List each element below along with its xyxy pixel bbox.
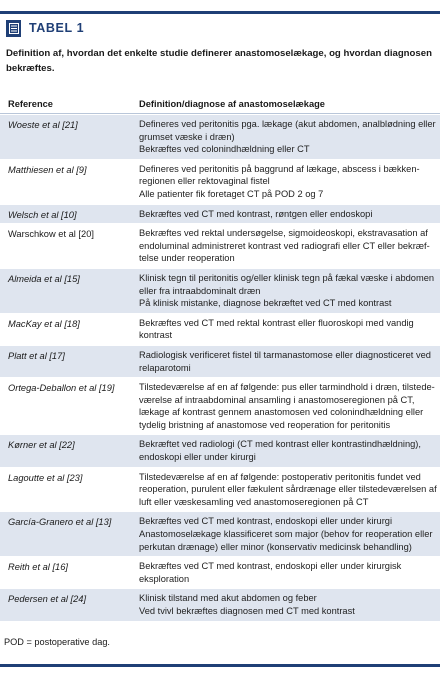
definition-line: grumset væske i dræn) <box>139 131 235 142</box>
table-column-headers <box>0 95 440 114</box>
definition-line: På klinisk mistanke, diagnose bekræftet ved CT med kontrast <box>139 298 392 309</box>
table-row <box>0 268 440 313</box>
reference-cell: MacKay et al [18] <box>8 318 80 329</box>
definition-line: Radiologisk verificeret fistel til tarmanastomose eller diagnosticeret ved <box>139 349 431 360</box>
definition-cell <box>131 346 431 377</box>
definition-line: endoluminal administreret kontrast ved radiografi eller CT eller bekræf- <box>139 240 430 251</box>
table-row <box>0 556 440 588</box>
table-row <box>0 467 440 512</box>
definition-line: Bekræftes ved CT med kontrast, endoskopi eller under kirurgi <box>139 516 393 527</box>
definition-line: værelse af intraabdominal ansamling i anastomoseregionen på CT, <box>139 394 415 405</box>
definition-line: regionen eller rektovaginal fistel <box>139 176 270 187</box>
definition-line: Alle patienter fik foretaget CT på POD 2 og 7 <box>139 188 324 199</box>
definition-cell <box>131 314 431 345</box>
reference-cell: Almeida et al [15] <box>8 273 80 284</box>
definition-line: luft eller væskesamling ved anastomoseregionen på CT <box>139 496 369 507</box>
definition-line: Klinisk tegn til peritonitis og/eller klinisk tegn på fækal væske i abdomen <box>139 272 435 283</box>
definition-line: reoperation, purulent eller fækulent sårdrænage eller tilstedeværelsen af <box>139 484 437 495</box>
reference-cell: Platt et al [17] <box>8 350 65 361</box>
table-row <box>0 223 440 268</box>
definition-cell <box>131 160 431 204</box>
top-rule <box>0 11 440 14</box>
definition-line: Anastomoselækage klassificeret som major (behov for reoperation eller <box>139 529 433 540</box>
definition-line: Tilstedeværelse af en af følgende: postoperativ peritonitis fundet ved <box>139 471 421 482</box>
definition-line: eksploration <box>139 573 190 584</box>
reference-cell: García-Granero et al [13] <box>8 517 112 528</box>
definition-line: Tilstedeværelse af en af følgende: pus eller tarmindhold i dræn, tilstede- <box>139 382 435 393</box>
table-row <box>0 434 440 466</box>
definition-line: Bekræftes ved CT med kontrast, røntgen eller endoskopi <box>139 208 373 219</box>
table-row <box>0 345 440 377</box>
definition-line: Ved tvivl bekræftes diagnosen med CT med kontrast <box>139 606 355 616</box>
definition-cell <box>131 512 431 556</box>
definition-line: lækage af kontrast gennem anastomosen ved colonindhældning eller <box>139 407 424 418</box>
definition-cell <box>131 378 435 434</box>
footnote: POD = postoperative dag. <box>4 637 110 647</box>
definition-line: relaparotomi <box>139 362 191 373</box>
definition-line: Klinisk tilstand med akut abdomen og feber <box>139 593 317 604</box>
table-row <box>0 511 440 556</box>
definition-cell <box>131 435 431 466</box>
definition-line: Defineres ved peritonitis på baggrund af lækage, abscess i bækken- <box>139 163 420 174</box>
reference-cell: Matthiesen et al [9] <box>8 164 87 175</box>
definition-line: tydelig bristning af anastomose ved reoperation for peritonitis <box>139 419 391 430</box>
table-title: TABEL 1 <box>29 21 85 35</box>
reference-cell: Ortega-Deballon et al [19] <box>8 383 115 394</box>
reference-cell: Reith et al [16] <box>8 562 68 573</box>
table-caption: Definition af, hvordan det enkelte studie definerer anastomoselækage, og hvordan diagnosen bekræftes. <box>6 48 432 74</box>
table-row <box>0 204 440 224</box>
definition-cell <box>131 205 431 224</box>
reference-cell: Warschkow et al [20] <box>8 229 94 240</box>
table-row <box>0 159 440 204</box>
table-body <box>0 114 440 621</box>
definition-line: Bekræftes ved CT med kontrast, endoskopi eller under kirurgisk <box>139 561 402 572</box>
definition-line: Bekræftet ved radiologi (CT med kontrast eller kontrastindhældning), <box>139 439 421 450</box>
bottom-rule <box>0 664 440 667</box>
definition-line: Defineres ved peritonitis pga. lækage (akut abdomen, analblødning eller <box>139 119 436 129</box>
definition-line: Bekræftes ved rektal undersøgelse, sigmoideoskopi, ekstravasation af <box>139 228 428 239</box>
table-row <box>0 588 440 620</box>
data-table <box>0 95 440 621</box>
reference-cell: Pedersen et al [24] <box>8 594 87 605</box>
table-row <box>0 313 440 345</box>
definition-cell <box>131 468 437 512</box>
reference-cell: Welsch et al [10] <box>8 209 77 220</box>
definition-line: perkutan drænage) eller minor (konservativ medicinsk behandling) <box>139 541 412 552</box>
table-row <box>0 377 440 434</box>
reference-cell: Lagoutte et al [23] <box>8 472 83 483</box>
reference-cell: Kørner et al [22] <box>8 440 75 451</box>
table-header <box>6 19 84 37</box>
definition-line: eller fra intraabdominalt dræn <box>139 285 261 296</box>
table-row <box>0 114 440 159</box>
definition-line: endoskopi eller under kirurgi <box>139 452 256 463</box>
definition-line: telse under reoperation <box>139 253 235 264</box>
definition-cell <box>131 115 436 159</box>
table-icon <box>6 20 21 37</box>
definition-line: Bekræftes ved colonindhældning eller CT <box>139 144 310 155</box>
definition-cell <box>131 557 431 588</box>
definition-line: kontrast <box>139 330 173 341</box>
reference-cell: Woeste et al [21] <box>8 120 78 130</box>
definition-cell <box>131 224 431 268</box>
definition-line: Bekræftes ved CT med rektal kontrast eller fluoroskopi med vandig <box>139 317 414 328</box>
column-header-definition: Definition/diagnose af anastomoselækage <box>139 99 325 109</box>
definition-cell <box>131 269 435 313</box>
column-header-reference: Reference <box>8 99 53 109</box>
definition-cell <box>131 589 431 620</box>
